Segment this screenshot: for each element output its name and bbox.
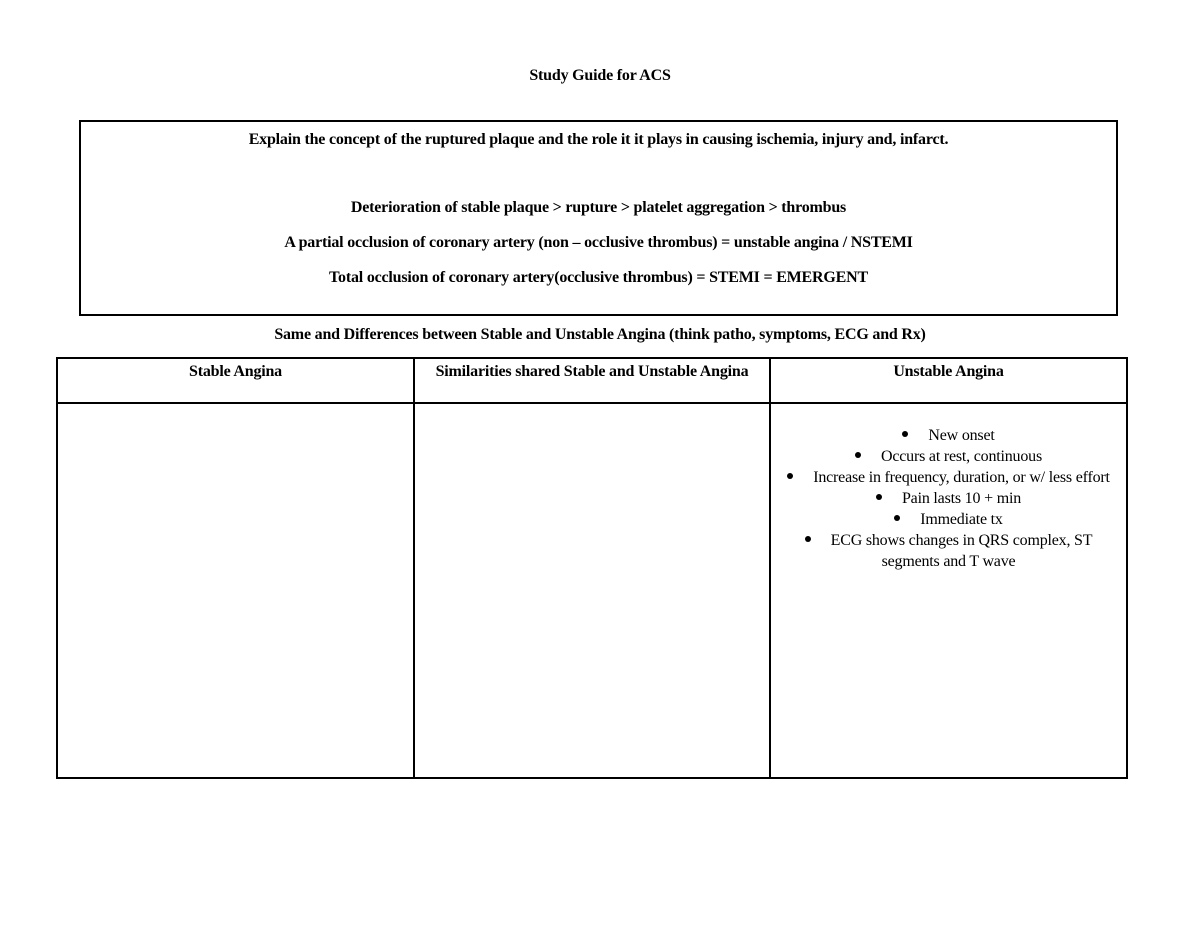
list-item (783, 467, 1114, 488)
list-item-text: Occurs at rest, continuous (881, 448, 1042, 465)
stable-angina-cell (57, 403, 414, 778)
column-header-label: Similarities shared Stable and Unstable Angina (435, 363, 749, 380)
list-item-text: ECG shows changes in QRS complex, ST segments and T wave (830, 532, 1093, 570)
page-title: Study Guide for ACS (529, 67, 671, 84)
list-item-text: Increase in frequency, duration, or w/ less effort (813, 469, 1110, 486)
list-item (783, 509, 1114, 530)
plaque-answer-line: Deterioration of stable plaque > rupture > platelet aggregation > thrombus (350, 199, 847, 216)
list-item-text: Pain lasts 10 + min (901, 490, 1021, 507)
bullet-icon (902, 431, 908, 437)
column-header-stable (57, 358, 414, 403)
unstable-angina-cell (770, 403, 1127, 778)
column-header-label: Stable Angina (189, 363, 282, 380)
list-item (783, 530, 1114, 572)
unstable-angina-list (771, 404, 1126, 572)
list-item (783, 488, 1114, 509)
comparison-heading: Same and Differences between Stable and Unstable Angina (think patho, symptoms, ECG and Rx) (274, 326, 926, 343)
column-header-unstable (770, 358, 1127, 403)
plaque-question: Explain the concept of the ruptured plaque and the role it it plays in causing ischemia, injury and, infarct. (248, 131, 949, 148)
plaque-answer-line: A partial occlusion of coronary artery (non – occlusive thrombus) = unstable angina / NSTEMI (284, 234, 913, 251)
table-header-row (57, 358, 1127, 403)
bullet-icon (894, 515, 900, 521)
list-item-text: New onset (928, 427, 995, 444)
bullet-icon (787, 473, 793, 479)
list-item-text: Immediate tx (920, 511, 1003, 528)
bullet-icon (855, 452, 861, 458)
table-row (57, 403, 1127, 778)
plaque-concept-box (79, 120, 1118, 316)
plaque-answer-line: Total occlusion of coronary artery(occlusive thrombus) = STEMI = EMERGENT (329, 269, 868, 286)
bullet-icon (876, 494, 882, 500)
column-header-label: Unstable Angina (893, 363, 1004, 380)
list-item (783, 425, 1114, 446)
angina-comparison-table (56, 357, 1128, 779)
list-item (783, 446, 1114, 467)
column-header-similarities (414, 358, 770, 403)
similarities-cell (414, 403, 770, 778)
bullet-icon (805, 536, 811, 542)
